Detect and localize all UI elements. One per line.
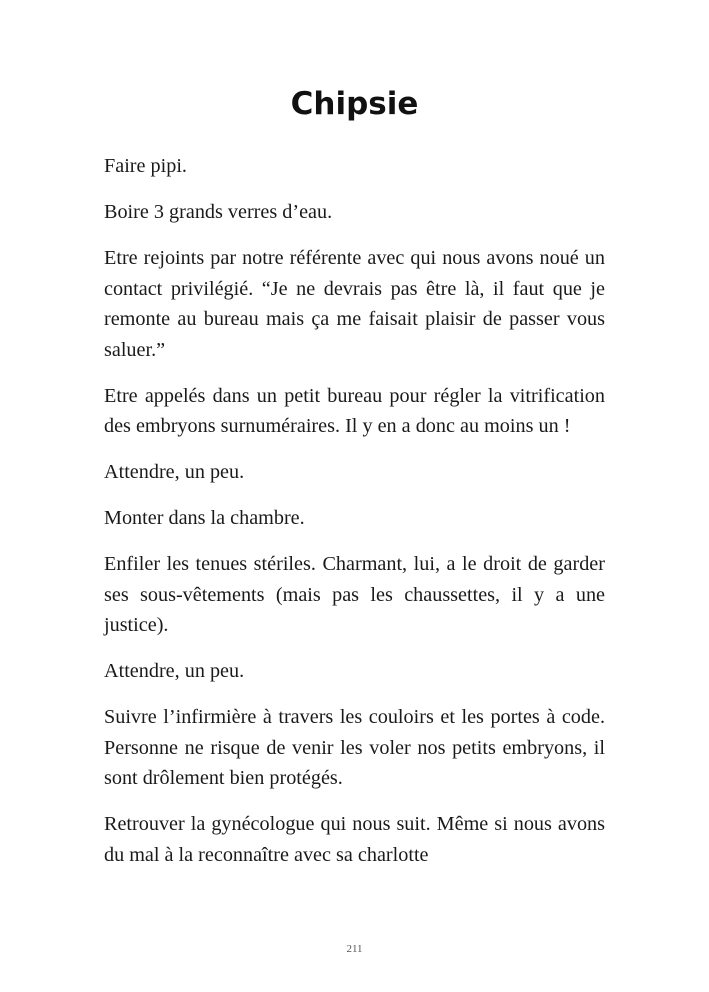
paragraph: Boire 3 grands verres d’eau. (104, 201, 333, 223)
paragraph: Monter dans la chambre. (104, 507, 305, 529)
paragraph: Attendre, un peu. (104, 461, 245, 483)
page-number: 211 (346, 943, 363, 955)
paragraph: Faire pipi. (104, 155, 187, 177)
paragraph: Suivre l’infirmière à travers les couloirs et les portes à code. Personne ne risque de venir les voler nos petits embryons, il sont drôlement bien protégés. (104, 706, 605, 789)
paragraph: Retrouver la gynécologue qui nous suit. Même si nous avons du mal à la reconnaître avec sa charlotte (104, 813, 605, 866)
paragraph: Etre appelés dans un petit bureau pour régler la vitrification des embryons surnuméraires. Il y en a donc au moins un ! (104, 384, 605, 437)
chapter-body (104, 151, 605, 886)
paragraph: Attendre, un peu. (104, 660, 245, 682)
paragraph: Enfiler les tenues stériles. Charmant, lui, a le droit de garder ses sous-vêtements (mais pas les chaussettes, il y a une justice). (104, 553, 605, 636)
chapter-title: Chipsie (290, 86, 419, 122)
paragraph: Etre rejoints par notre référente avec qui nous avons noué un contact privilégié. “Je ne devrais pas être là, il faut que je remonte au bureau mais ça me faisait plaisir de passer vous saluer.” (104, 247, 605, 361)
